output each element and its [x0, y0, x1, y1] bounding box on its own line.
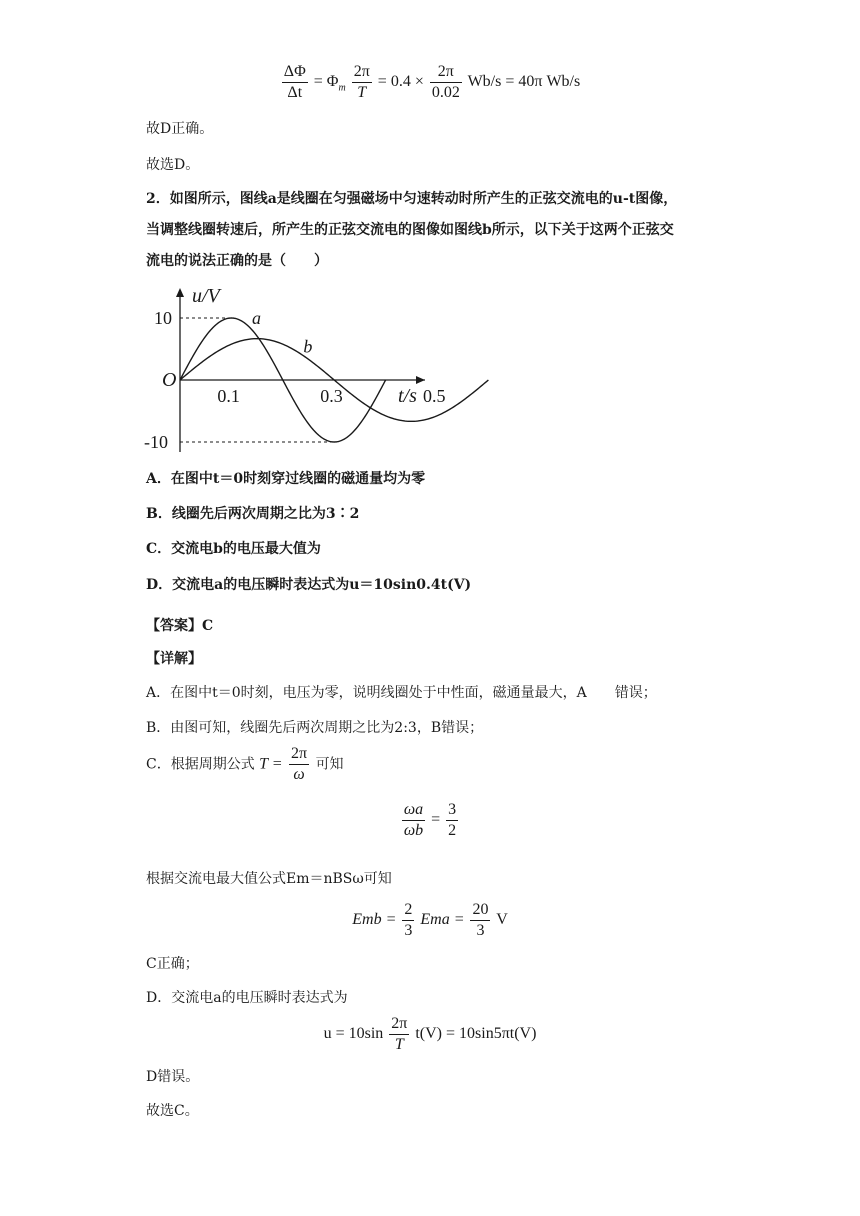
formula-text: Wb/s = 40π Wb/s	[467, 73, 581, 91]
question-line-3: 流电的说法正确的是（ ）	[146, 253, 328, 269]
fraction-numerator: ΔΦ	[282, 62, 308, 83]
fraction-omega	[402, 800, 425, 841]
option-b: B．线圈先后两次周期之比为3∶2	[146, 506, 360, 522]
formula-text: T =	[259, 755, 283, 773]
text-c-correct: C正确；	[146, 956, 199, 972]
text-choose-d: 故选D。	[146, 157, 200, 173]
formula-text: t(V) = 10sin5πt(V)	[415, 1025, 537, 1043]
fraction-denominator: T	[357, 84, 367, 101]
formula-flux-rate	[0, 62, 860, 103]
formula-text: =	[431, 811, 441, 829]
fraction-2pi-002	[430, 62, 462, 103]
formula-text: Ema =	[420, 911, 465, 929]
option-d: D．交流电a的电压瞬时表达式为u＝10sin0.4t(V)	[146, 577, 472, 593]
text: C．根据周期公式	[146, 756, 255, 773]
fraction-denominator: ω	[293, 766, 305, 783]
answer-label: 【答案】C	[146, 618, 214, 634]
question-line-2: 当调整线圈转速后，所产生的正弦交流电的图像如图线b所示，以下关于这两个正弦交	[146, 222, 674, 238]
formula-text: V	[496, 911, 508, 929]
subscript: m	[338, 82, 346, 94]
y-axis-label: u/V	[192, 285, 220, 307]
fraction-2pi-T	[352, 62, 372, 103]
fraction-numerator: ωa	[402, 800, 425, 821]
fraction-flux	[282, 62, 308, 103]
x-axis-label: t/s	[398, 385, 417, 407]
formula-text: = Φ	[313, 73, 339, 91]
question-line-1: 2．如图所示，图线a是线圈在匀强磁场中匀速转动时所产生的正弦交流电的u-t图像，	[146, 191, 678, 207]
fraction-numerator: 2	[402, 900, 414, 921]
fraction-denominator: Δt	[287, 84, 303, 101]
explain-a: A．在图中t＝0时刻，电压为零，说明线圈处于中性面，磁通量最大，A 错误；	[146, 685, 657, 701]
series-label-a: a	[251, 308, 261, 328]
fraction-numerator: 2π	[289, 744, 309, 765]
fraction-numerator: 20	[470, 900, 490, 921]
fraction-2-3	[402, 900, 414, 941]
fraction-denominator: 3	[476, 922, 485, 939]
y-axis-arrow	[176, 288, 184, 297]
text-d-correct: 故D正确。	[146, 121, 214, 137]
text-choose-c: 故选C。	[146, 1103, 199, 1119]
formula-text: Emb =	[352, 911, 397, 929]
formula-u	[0, 1014, 860, 1055]
formula-text: u = 10sin	[323, 1025, 384, 1043]
fraction-3-2	[446, 800, 458, 841]
explain-emax: 根据交流电最大值公式Em＝nBSω可知	[146, 871, 392, 887]
fraction-denominator: T	[394, 1036, 404, 1053]
explain-b: B．由图可知，线圈先后两次周期之比为2:3，B错误；	[146, 720, 484, 736]
explain-c	[146, 744, 344, 785]
fraction-denominator: 0.02	[431, 84, 460, 101]
option-a: A．在图中t＝0时刻穿过线圈的磁通量均为零	[146, 471, 426, 487]
option-c: C．交流电b的电压最大值为	[146, 541, 321, 557]
fraction-numerator: 2π	[389, 1014, 409, 1035]
y-tick-label: -10	[144, 432, 168, 452]
text: 可知	[315, 756, 344, 773]
formula-text: = 0.4 ×	[377, 73, 424, 91]
fraction-denominator: 3	[404, 922, 413, 939]
explain-d: D．交流电a的电压瞬时表达式为	[146, 990, 348, 1006]
fraction-numerator: 2π	[430, 62, 462, 83]
text-d-wrong: D错误。	[146, 1069, 200, 1085]
formula-omega-ratio	[0, 800, 860, 841]
fraction-numerator: 2π	[352, 62, 372, 83]
detail-title: 【详解】	[146, 651, 202, 667]
fraction-denominator: 2	[448, 822, 457, 839]
fraction-20-3	[470, 900, 490, 941]
series-label-b: b	[303, 336, 313, 357]
origin-label: O	[162, 369, 177, 391]
fraction-denominator: ωb	[403, 822, 424, 839]
x-axis-arrow	[416, 376, 425, 384]
fraction-2pi-T2	[389, 1014, 409, 1055]
x-tick-label: 0.5	[423, 386, 446, 406]
fraction-numerator: 3	[446, 800, 458, 821]
x-tick-label: 0.1	[217, 386, 240, 406]
fraction-2pi-omega	[289, 744, 309, 785]
x-tick-label: 0.3	[320, 386, 343, 406]
y-tick-label: 10	[154, 308, 172, 328]
formula-emb	[0, 900, 860, 941]
u-t-chart	[140, 282, 446, 462]
